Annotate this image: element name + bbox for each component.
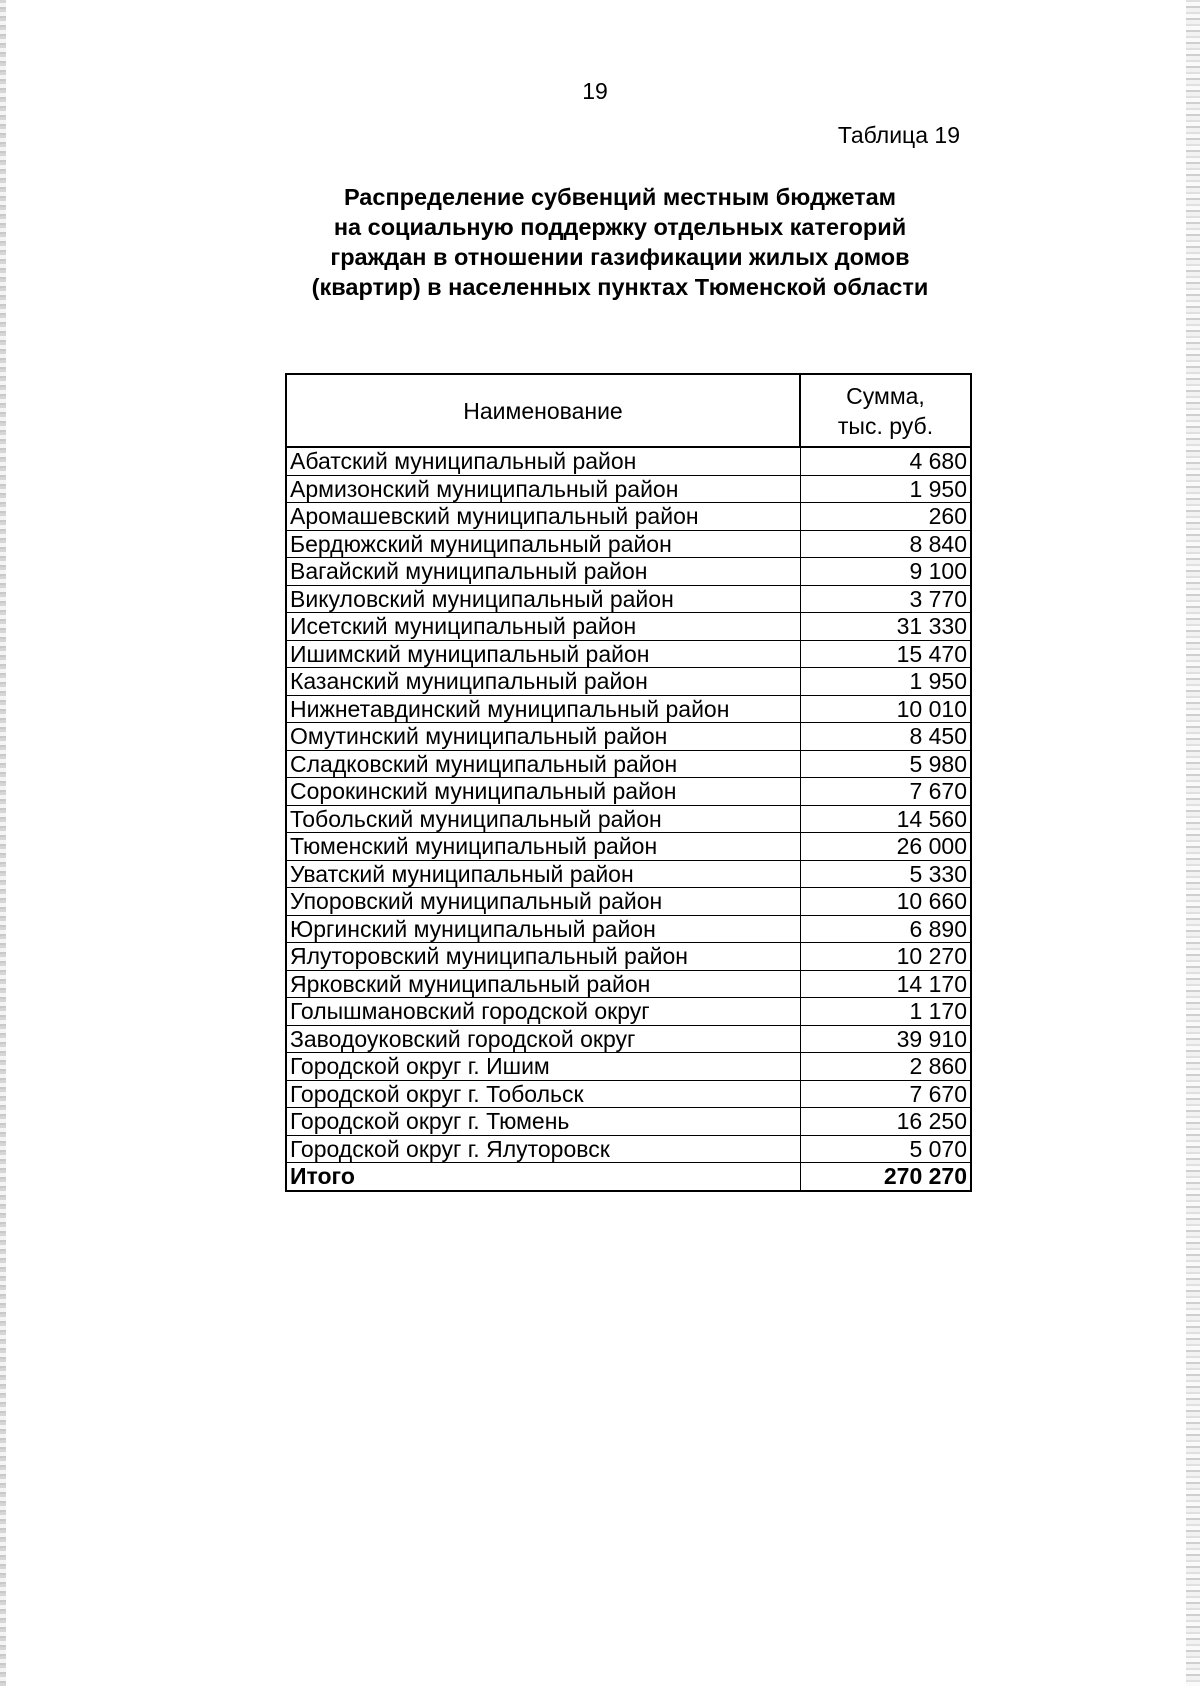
row-name: Вагайский муниципальный район — [286, 558, 800, 586]
table-row — [286, 970, 971, 998]
table-row — [286, 1135, 971, 1163]
row-amount: 5 330 — [800, 860, 971, 888]
header-name: Наименование — [286, 374, 800, 447]
row-amount: 9 100 — [800, 558, 971, 586]
table-row — [286, 475, 971, 503]
row-amount: 14 170 — [800, 970, 971, 998]
row-name: Упоровский муниципальный район — [286, 888, 800, 916]
row-name: Казанский муниципальный район — [286, 668, 800, 696]
table-row — [286, 723, 971, 751]
title-line: Распределение субвенций местным бюджетам — [343, 184, 897, 210]
title-line: граждан в отношении газификации жилых домов — [330, 244, 910, 270]
subvention-table — [285, 373, 972, 1192]
header-amount-line: тыс. руб. — [837, 412, 934, 439]
row-amount: 26 000 — [800, 833, 971, 861]
row-amount: 260 — [800, 503, 971, 531]
table-row — [286, 503, 971, 531]
row-name: Заводоуковский городской округ — [286, 1025, 800, 1053]
row-amount: 2 860 — [800, 1053, 971, 1081]
row-name: Омутинский муниципальный район — [286, 723, 800, 751]
row-name: Тобольский муниципальный район — [286, 805, 800, 833]
table-row — [286, 998, 971, 1026]
table-row — [286, 1108, 971, 1136]
table-row — [286, 585, 971, 613]
table-row — [286, 750, 971, 778]
row-amount: 6 890 — [800, 915, 971, 943]
table-row — [286, 860, 971, 888]
row-name: Ишимский муниципальный район — [286, 640, 800, 668]
row-name: Абатский муниципальный район — [286, 447, 800, 475]
row-amount: 8 840 — [800, 530, 971, 558]
row-name: Тюменский муниципальный район — [286, 833, 800, 861]
table-row — [286, 915, 971, 943]
row-amount: 1 170 — [800, 998, 971, 1026]
title-line: на социальную поддержку отдельных категорий — [333, 214, 907, 240]
row-name: Сладковский муниципальный район — [286, 750, 800, 778]
table-body — [286, 447, 971, 1191]
row-name: Нижнетавдинский муниципальный район — [286, 695, 800, 723]
row-name: Голышмановский городской округ — [286, 998, 800, 1026]
row-name: Уватский муниципальный район — [286, 860, 800, 888]
row-name: Сорокинский муниципальный район — [286, 778, 800, 806]
row-amount: 15 470 — [800, 640, 971, 668]
total-label: Итого — [286, 1163, 800, 1191]
row-amount: 16 250 — [800, 1108, 971, 1136]
total-row — [286, 1163, 971, 1191]
row-amount: 4 680 — [800, 447, 971, 475]
header-amount — [800, 374, 971, 447]
row-name: Городской округ г. Тюмень — [286, 1108, 800, 1136]
row-amount: 10 010 — [800, 695, 971, 723]
table-row — [286, 778, 971, 806]
row-amount: 14 560 — [800, 805, 971, 833]
row-amount: 8 450 — [800, 723, 971, 751]
row-name: Армизонский муниципальный район — [286, 475, 800, 503]
row-amount: 10 270 — [800, 943, 971, 971]
table-header-row — [286, 374, 971, 447]
table-row — [286, 1053, 971, 1081]
table-row — [286, 833, 971, 861]
total-amount: 270 270 — [800, 1163, 971, 1191]
header-amount-line: Сумма, — [846, 382, 925, 409]
title-line: (квартир) в населенных пунктах Тюменской области — [311, 274, 929, 300]
table-row — [286, 668, 971, 696]
row-amount: 31 330 — [800, 613, 971, 641]
row-name: Городской округ г. Ялуторовск — [286, 1135, 800, 1163]
table-row — [286, 613, 971, 641]
row-amount: 1 950 — [800, 475, 971, 503]
table-row — [286, 447, 971, 475]
table-row — [286, 558, 971, 586]
row-name: Ярковский муниципальный район — [286, 970, 800, 998]
row-name: Городской округ г. Ишим — [286, 1053, 800, 1081]
table-row — [286, 805, 971, 833]
table-label: Таблица 19 — [837, 122, 960, 148]
row-name: Городской округ г. Тобольск — [286, 1080, 800, 1108]
row-amount: 5 980 — [800, 750, 971, 778]
row-amount: 1 950 — [800, 668, 971, 696]
row-name: Викуловский муниципальный район — [286, 585, 800, 613]
table-row — [286, 640, 971, 668]
row-amount: 10 660 — [800, 888, 971, 916]
row-amount: 39 910 — [800, 1025, 971, 1053]
table-row — [286, 943, 971, 971]
row-name: Юргинский муниципальный район — [286, 915, 800, 943]
scan-edge-right — [1186, 0, 1200, 1686]
row-name: Бердюжский муниципальный район — [286, 530, 800, 558]
table-row — [286, 1080, 971, 1108]
row-amount: 7 670 — [800, 778, 971, 806]
table-row — [286, 530, 971, 558]
row-amount: 5 070 — [800, 1135, 971, 1163]
table-row — [286, 888, 971, 916]
scan-edge-left — [0, 0, 6, 1686]
row-amount: 7 670 — [800, 1080, 971, 1108]
document-title — [290, 182, 950, 302]
table-row — [286, 695, 971, 723]
row-name: Аромашевский муниципальный район — [286, 503, 800, 531]
row-name: Исетский муниципальный район — [286, 613, 800, 641]
row-amount: 3 770 — [800, 585, 971, 613]
row-name: Ялуторовский муниципальный район — [286, 943, 800, 971]
table-row — [286, 1025, 971, 1053]
page-number: 19 — [582, 78, 608, 104]
